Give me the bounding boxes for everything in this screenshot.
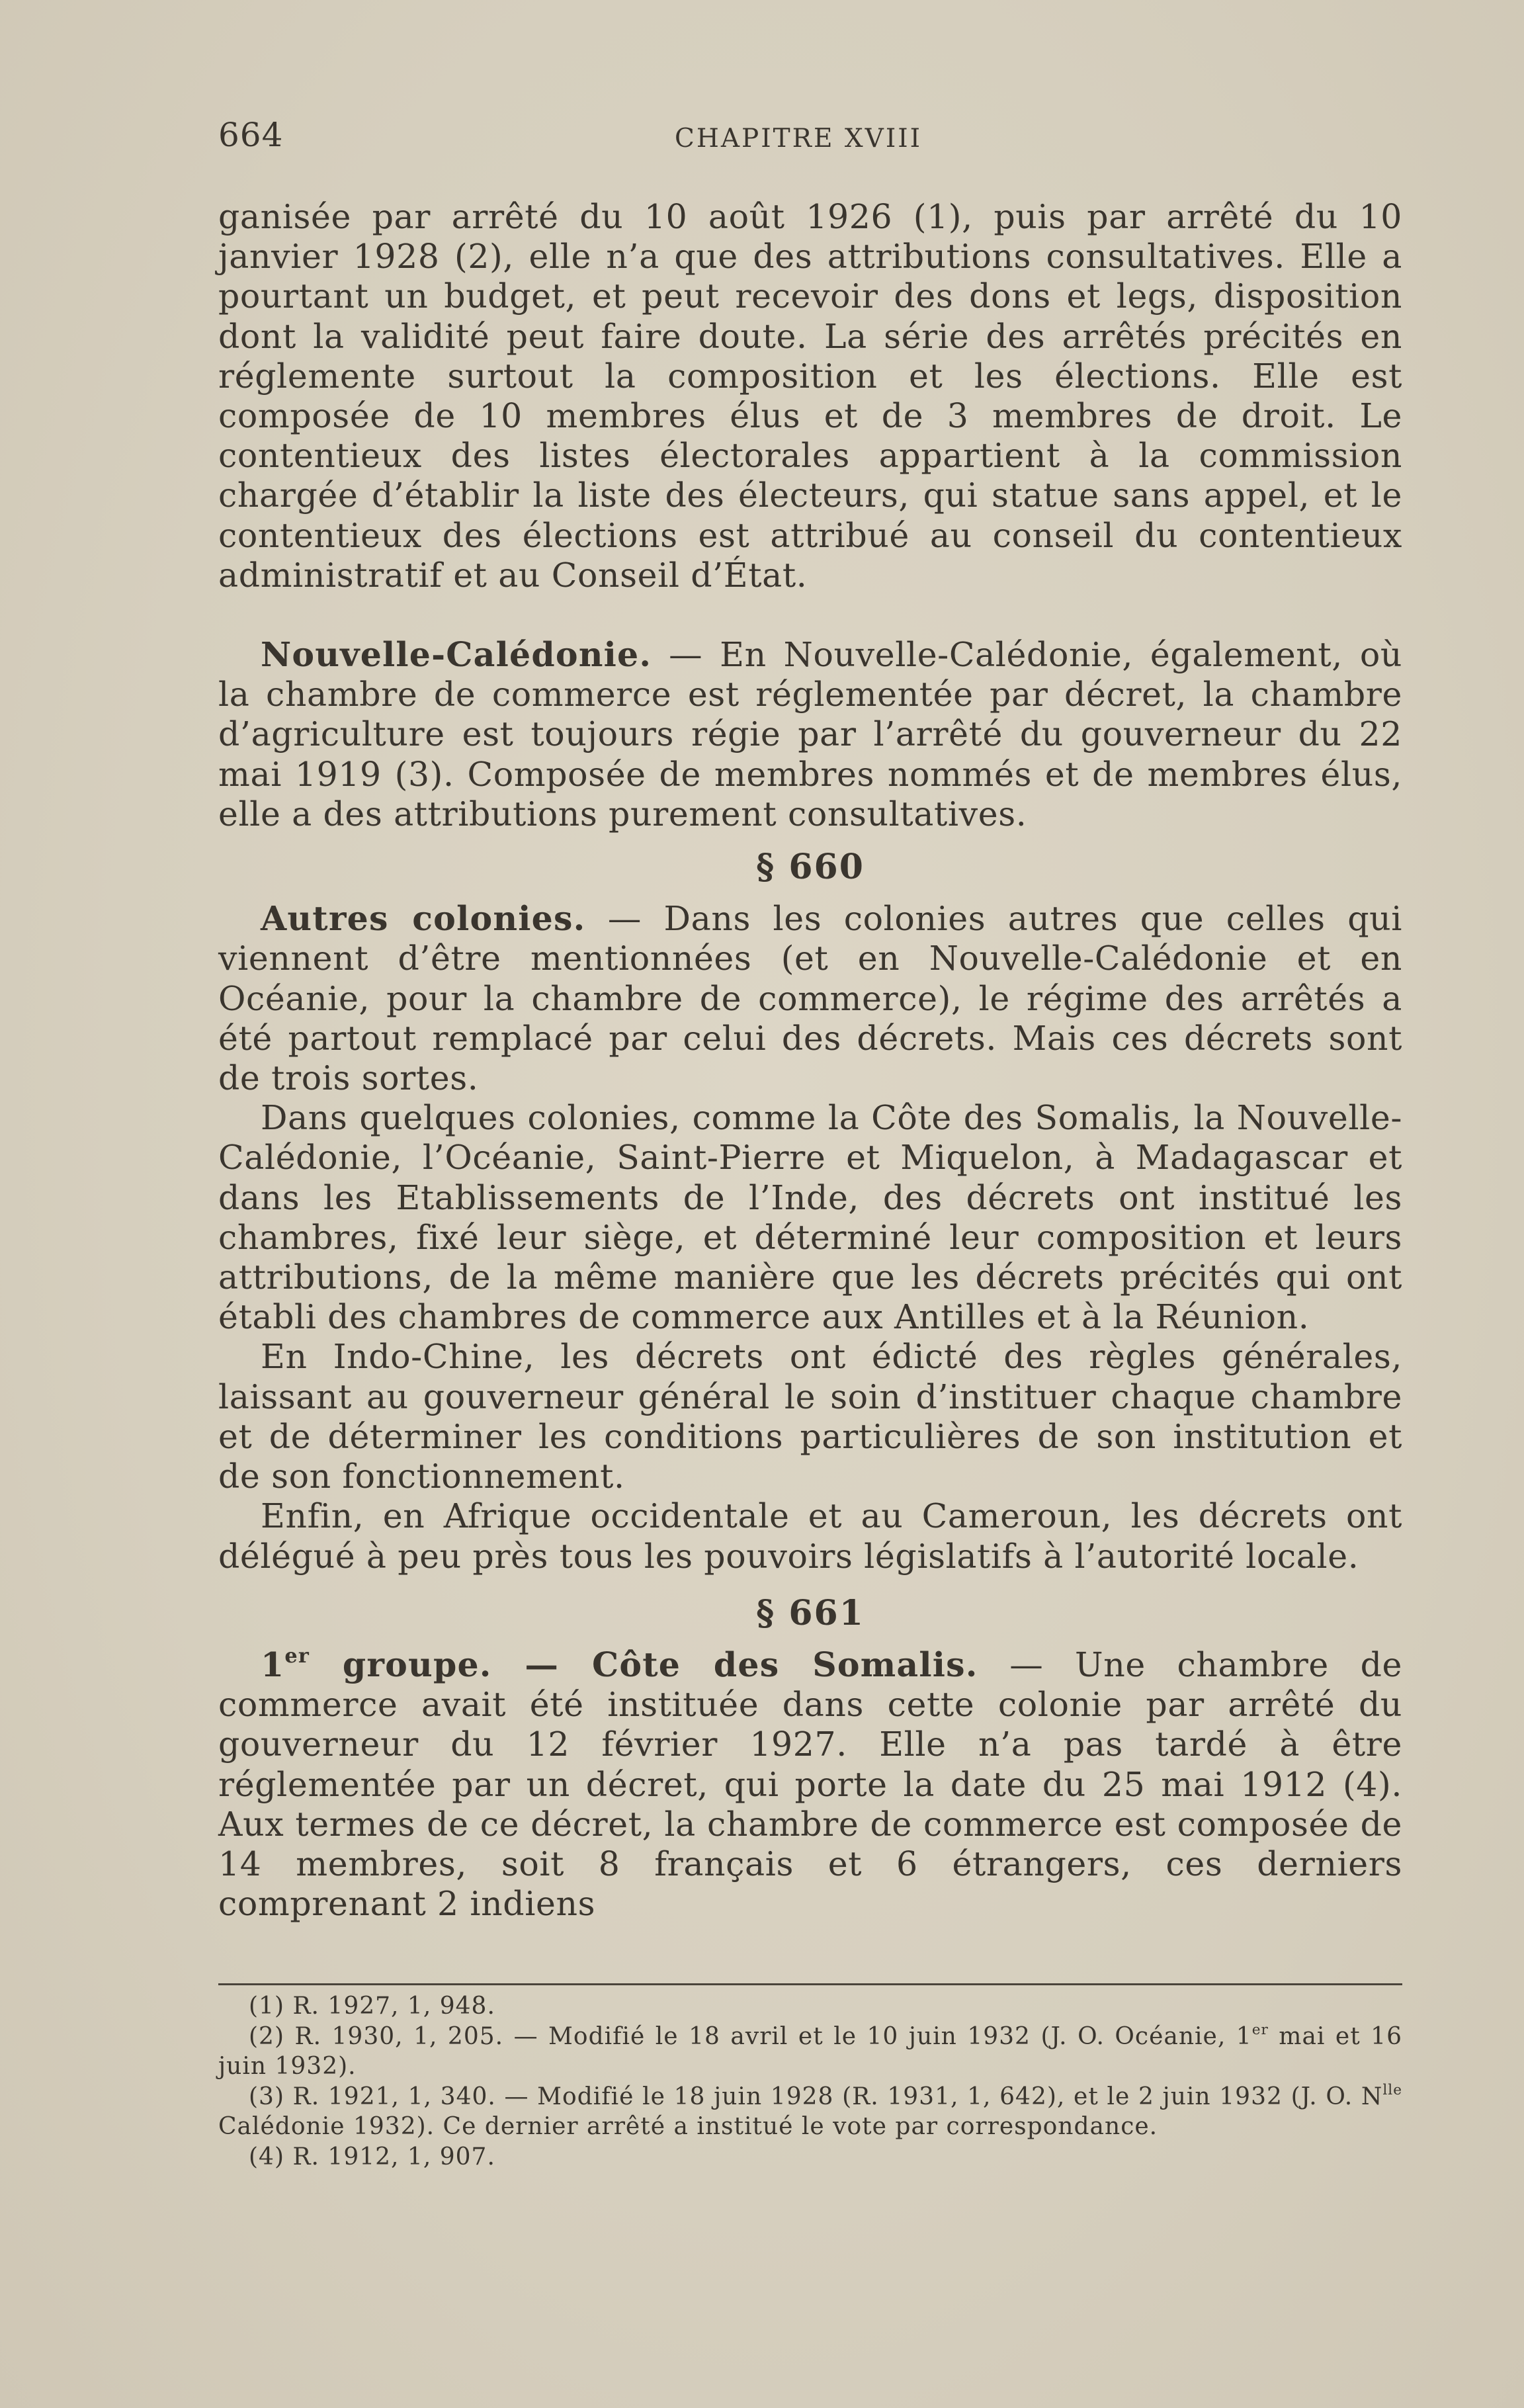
paragraph-indo-chine: En Indo-Chine, les décrets ont édicté des règles générales, laissant au gouverneur général le soin d’instituer chaque chambre et de déterminer les conditions particulières de son institution et de son fonctionnement. bbox=[218, 1337, 1402, 1496]
footnote-superscript: er bbox=[1251, 2021, 1269, 2038]
footnote-superscript: lle bbox=[1382, 2081, 1402, 2098]
footnotes bbox=[218, 1991, 1402, 2172]
paragraph-text: — Une chambre de commerce avait été instituée dans cette colonie par arrêté du gouverneur du 12 février 1927. Elle n’a pas tardé à être réglementée par un décret, qui porte la date du 25 mai 1912 (4). Aux termes de ce décret, la chambre de commerce est composée de 14 membres, soit 8 français et 6 étrangers, ces derniers comprenant 2 indiens bbox=[218, 1645, 1402, 1924]
running-head bbox=[218, 116, 1398, 169]
section-heading-660: § 660 bbox=[756, 847, 865, 888]
heading-rest: groupe. — Côte des Somalis. bbox=[309, 1645, 978, 1684]
body-text bbox=[218, 197, 1402, 1924]
paragraph-quelques-colonies: Dans quelques colonies, comme la Côte des Somalis, la Nouvelle-Calédonie, l’Océanie, Saint-Pierre et Miquelon, à Madagascar et dans les Etablissements de l’Inde, des décrets ont institué les chambres, fixé leur siège, et déterminé leur composition et leurs attributions, de la même manière que les décrets précités qui ont établi des chambres de commerce aux Antilles et à la Réunion. bbox=[218, 1098, 1402, 1337]
footnote-text: (2) R. 1930, 1, 205. — Modifié le 18 avril et le 10 juin 1932 (J. O. Océanie, 1 bbox=[249, 2022, 1252, 2050]
page-number: 664 bbox=[218, 116, 284, 154]
chapter-title: CHAPITRE XVIII bbox=[675, 124, 923, 153]
footnote-3 bbox=[218, 2082, 1402, 2142]
paragraph-cote-des-somalis bbox=[218, 1645, 1402, 1924]
footnote-1: (1) R. 1927, 1, 948. bbox=[249, 1993, 495, 2020]
paragraph-autres-colonies bbox=[218, 899, 1402, 1098]
paragraph-text: — En Nouvelle-Calédonie, également, où la chambre de commerce est réglementée par décret, la chambre d’agriculture est toujours régie par l’arrêté du gouverneur du 22 mai 1919 (3). Composée de membres nommés et de membres élus, elle a des attributions purement consultatives. bbox=[218, 635, 1402, 834]
run-in-heading-nouvelle-caledonie: Nouvelle-Calédonie. bbox=[261, 635, 652, 675]
footnote-text: Calédonie 1932). Ce dernier arrêté a institué le vote par correspondance. bbox=[218, 2113, 1158, 2140]
footnote-2 bbox=[218, 2022, 1402, 2082]
paragraph-continuation: ganisée par arrêté du 10 août 1926 (1), puis par arrêté du 10 janvier 1928 (2), elle n’a que des attributions consultatives. Elle a pourtant un budget, et peut recevoir des dons et legs, disposition dont la validité peut faire doute. La série des arrêtés précités en réglemente surtout la composition et les élections. Elle est composée de 10 membres élus et de 3 membres de droit. Le contentieux des listes électorales appartient à la commission chargée d’établir la liste des électeurs, qui statue sans appel, et le contentieux des élections est attribué au conseil du contentieux administratif et au Conseil d’État. bbox=[218, 197, 1402, 595]
heading-number: 1 bbox=[261, 1645, 285, 1684]
paragraph-afrique-occidentale: Enfin, en Afrique occidentale et au Cameroun, les décrets ont délégué à peu près tous les pouvoirs législatifs à l’autorité locale. bbox=[218, 1496, 1402, 1576]
footnote-text: mai et 16 juin 1932). bbox=[218, 2022, 1402, 2080]
footnote-divider bbox=[218, 1983, 1402, 1985]
footnote-4: (4) R. 1912, 1, 907. bbox=[249, 2143, 495, 2171]
run-in-heading-autres-colonies: Autres colonies. bbox=[261, 899, 586, 939]
footnote-text: (3) R. 1921, 1, 340. — Modifié le 18 juin 1928 (R. 1931, 1, 642), et le 2 juin 1932 (J. O. N bbox=[249, 2083, 1383, 2110]
paragraph-nouvelle-caledonie bbox=[218, 635, 1402, 834]
heading-superscript: er bbox=[284, 1644, 310, 1668]
section-heading-661: § 661 bbox=[756, 1592, 865, 1633]
paragraph-text: — Dans les colonies autres que celles qui viennent d’être mentionnées (et en Nouvelle-Calédonie et en Océanie, pour la chambre de commerce), le régime des arrêtés a été partout remplacé par celui des décrets. Mais ces décrets sont de trois sortes. bbox=[218, 899, 1402, 1098]
run-in-heading-premier-groupe bbox=[261, 1645, 978, 1684]
